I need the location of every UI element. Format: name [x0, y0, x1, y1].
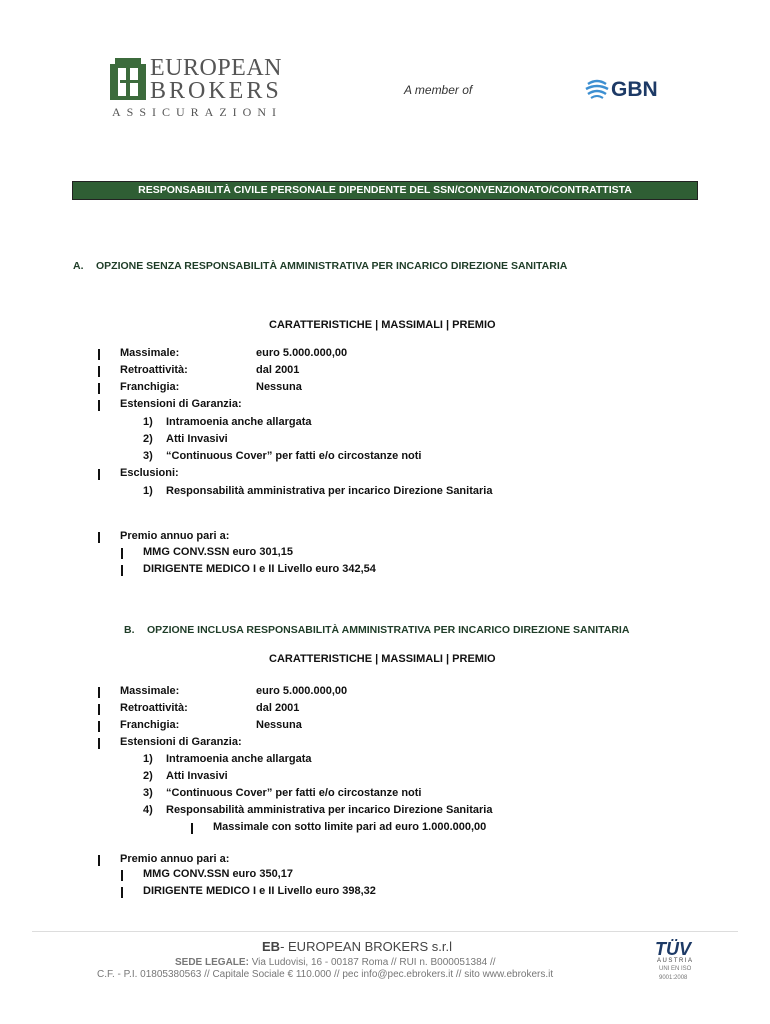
b-estensioni-label: Estensioni di Garanzia: [120, 736, 242, 748]
bullet-bar [98, 400, 100, 411]
a-esclusione-text: Responsabilità amministrativa per incarico Direzione Sanitaria [166, 485, 493, 497]
b-franchigia-value: Nessuna [256, 719, 302, 731]
tuv-logo: TÜV [655, 939, 691, 959]
footer-legal-line: C.F. - P.I. 01805380563 // Capitale Sociale € 110.000 // pec info@pec.ebrokers.it // sito www.ebrokers.it [97, 969, 554, 980]
bullet-bar [98, 532, 100, 543]
b-retro-value: dal 2001 [256, 702, 300, 714]
section-b-letter: B. [124, 624, 135, 636]
a-estensioni-label: Estensioni di Garanzia: [120, 398, 242, 410]
footer-sede [175, 957, 496, 968]
b-estensione-num: 1) [143, 753, 153, 765]
bullet-bar [191, 823, 193, 834]
bullet-bar [121, 887, 123, 898]
bullet-bar [98, 366, 100, 377]
a-franchigia-value: Nessuna [256, 381, 302, 393]
bullet-bar [121, 565, 123, 576]
section-a-letter: A. [73, 260, 84, 272]
b-estensione-text: Intramoenia anche allargata [166, 753, 312, 765]
logo-text-assicurazioni: ASSICURAZIONI [112, 105, 283, 119]
bullet-bar [121, 870, 123, 881]
bullet-bar [98, 687, 100, 698]
b-estensione-num: 4) [143, 804, 153, 816]
bullet-bar [98, 721, 100, 732]
section-b-subheading: CARATTERISTICHE | MASSIMALI | PREMIO [269, 653, 496, 665]
a-esclusioni-label: Esclusioni: [120, 467, 179, 479]
section-a-heading: OPZIONE SENZA RESPONSABILITÀ AMMINISTRATIVA PER INCARICO DIREZIONE SANITARIA [96, 260, 568, 272]
section-b-heading: OPZIONE INCLUSA RESPONSABILITÀ AMMINISTRATIVA PER INCARICO DIREZIONE SANITARIA [147, 624, 630, 636]
gbn-logo-text: GBN [611, 78, 658, 101]
logo-text-european: EUROPEAN [150, 55, 283, 81]
bullet-bar [121, 548, 123, 559]
tuv-cert-line2: 9001:2008 [659, 975, 688, 981]
b-premio-dirigente: DIRIGENTE MEDICO I e II Livello euro 398,32 [143, 885, 376, 897]
bullet-bar [98, 704, 100, 715]
tuv-austria-label: AUSTRIA [657, 958, 694, 964]
a-retro-value: dal 2001 [256, 364, 300, 376]
b-franchigia-label: Franchigia: [120, 719, 180, 731]
bullet-bar [98, 469, 100, 480]
bullet-bar [98, 738, 100, 749]
gbn-globe-icon [585, 78, 609, 105]
footer-company-mark: EB [262, 939, 281, 954]
bullet-bar [98, 349, 100, 360]
bullet-bar [98, 383, 100, 394]
footer-divider [32, 931, 738, 932]
a-massimale-value: euro 5.000.000,00 [256, 347, 348, 359]
a-massimale-label: Massimale: [120, 347, 180, 359]
a-retro-label: Retroattività: [120, 364, 188, 376]
member-of-label: A member of [404, 83, 473, 97]
b-massimale-value: euro 5.000.000,00 [256, 685, 348, 697]
b-premio-label: Premio annuo pari a: [120, 853, 230, 865]
tuv-cert-line1: UNI EN ISO [659, 966, 692, 972]
a-premio-label: Premio annuo pari a: [120, 530, 230, 542]
a-estensione-text: Intramoenia anche allargata [166, 416, 312, 428]
b-estensione-num: 3) [143, 787, 153, 799]
b-estensione-text: Atti Invasivi [166, 770, 228, 782]
a-franchigia-label: Franchigia: [120, 381, 180, 393]
a-estensione-num: 1) [143, 416, 153, 428]
logo-text-brokers: BROKERS [150, 78, 282, 104]
document-title-bar [72, 181, 698, 200]
a-estensione-num: 3) [143, 450, 153, 462]
a-estensione-num: 2) [143, 433, 153, 445]
b-estensione-text: Responsabilità amministrativa per incarico Direzione Sanitaria [166, 804, 493, 816]
bullet-bar [98, 855, 100, 866]
a-esclusione-num: 1) [143, 485, 153, 497]
footer-sede-text: Via Ludovisi, 16 - 00187 Roma // RUI n. B000051384 // [251, 957, 496, 968]
a-premio-mmg: MMG CONV.SSN euro 301,15 [143, 546, 293, 558]
b-estensione-text: “Continuous Cover” per fatti e/o circostanze noti [166, 787, 422, 799]
a-premio-dirigente: DIRIGENTE MEDICO I e II Livello euro 342,54 [143, 563, 376, 575]
section-a-subheading: CARATTERISTICHE | MASSIMALI | PREMIO [269, 319, 496, 331]
footer-company [262, 939, 452, 954]
b-sottolimite: Massimale con sotto limite pari ad euro 1.000.000,00 [213, 821, 487, 833]
footer-sede-label: SEDE LEGALE: [175, 957, 249, 968]
footer-company-name: - EUROPEAN BROKERS s.r.l [280, 939, 452, 954]
b-premio-mmg: MMG CONV.SSN euro 350,17 [143, 868, 293, 880]
b-massimale-label: Massimale: [120, 685, 180, 697]
european-brokers-logo-mark [110, 58, 146, 100]
a-estensione-text: “Continuous Cover” per fatti e/o circostanze noti [166, 450, 422, 462]
b-estensione-num: 2) [143, 770, 153, 782]
b-retro-label: Retroattività: [120, 702, 188, 714]
a-estensione-text: Atti Invasivi [166, 433, 228, 445]
document-title: RESPONSABILITÀ CIVILE PERSONALE DIPENDENTE DEL SSN/CONVENZIONATO/CONTRATTISTA [138, 184, 632, 196]
